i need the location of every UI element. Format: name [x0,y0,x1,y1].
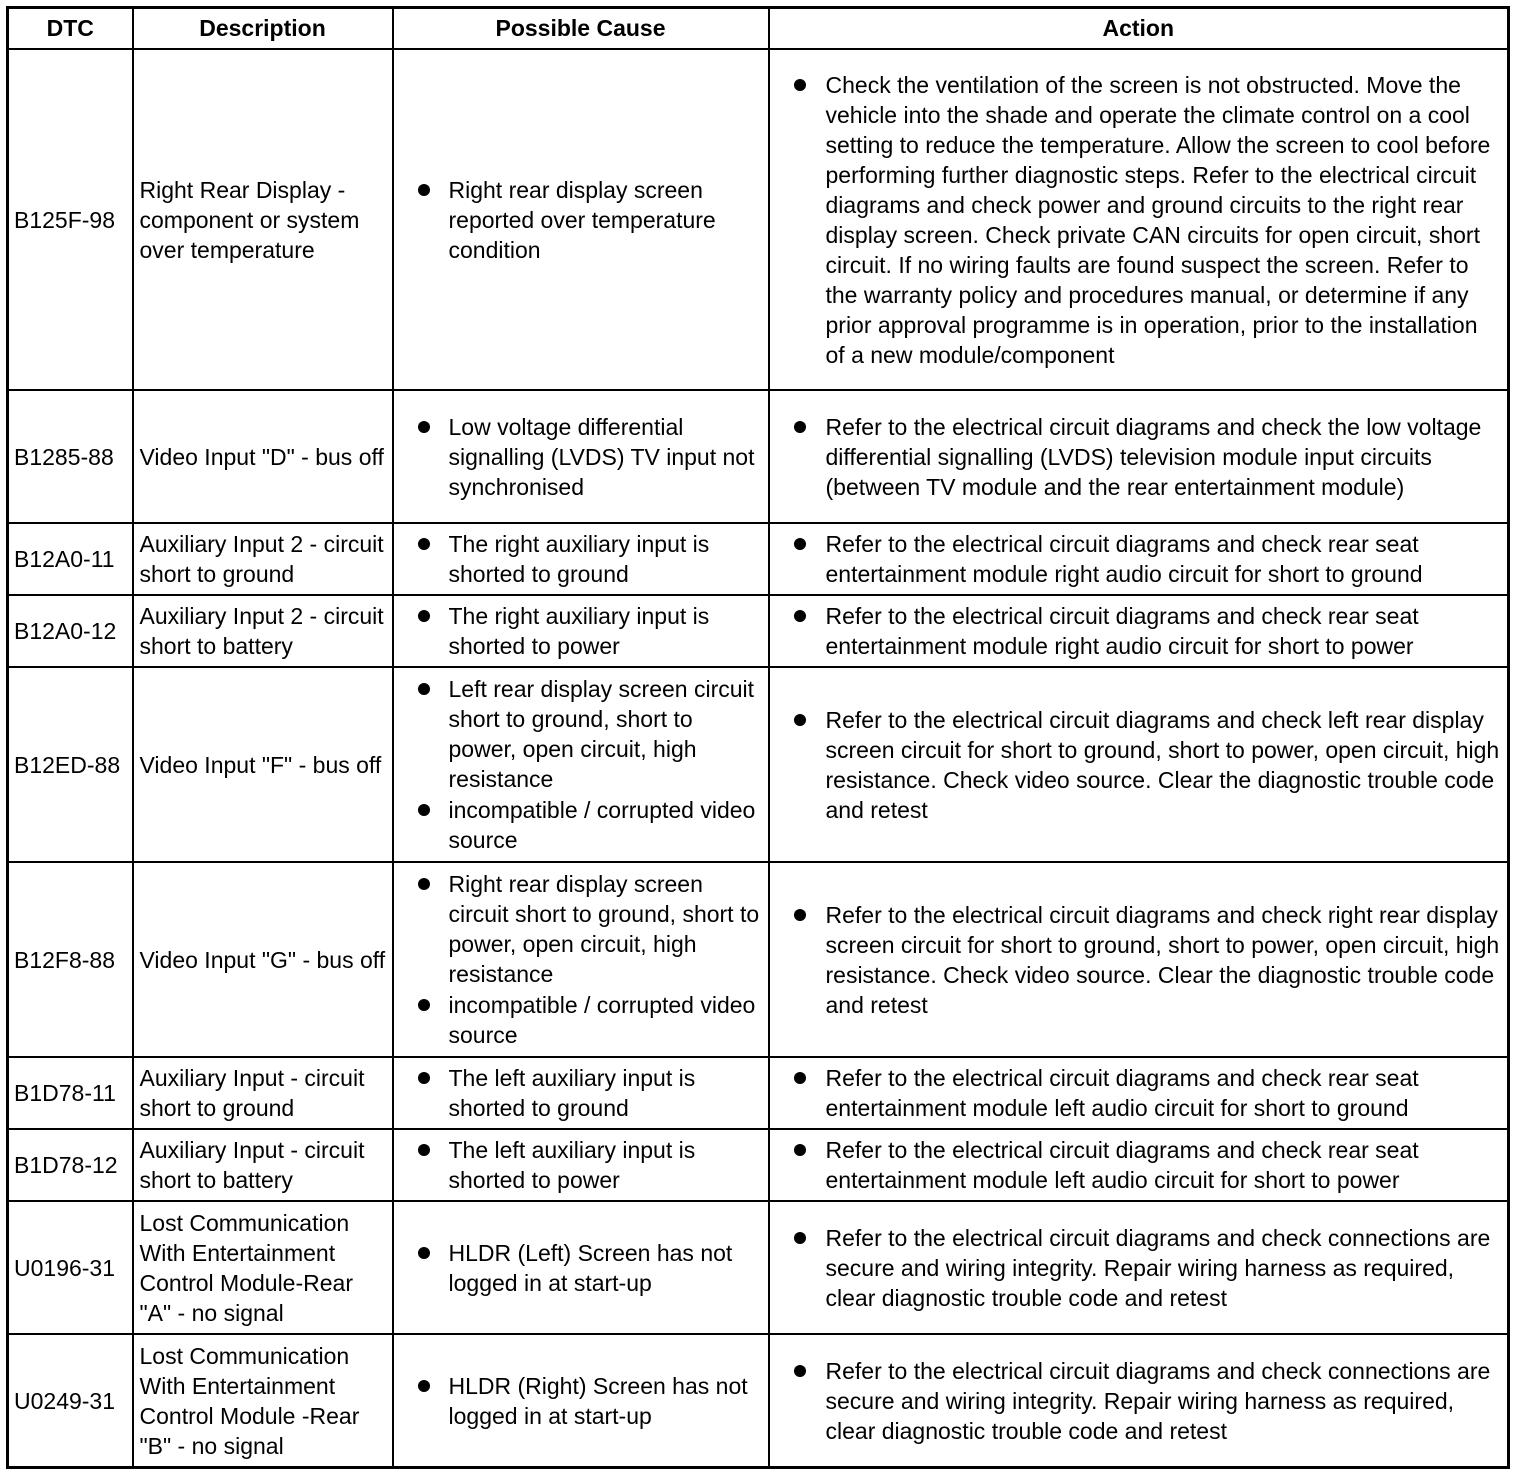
action-cell [769,1334,1509,1467]
action-cell [769,523,1509,595]
dtc-code: B1D78-12 [8,1129,133,1201]
action-item: Refer to the electrical circuit diagrams and check rear seat entertainment module right audio circuit for short to ground [770,529,1502,589]
dtc-code: B12A0-12 [8,595,133,667]
possible-cause-cell [393,1129,769,1201]
possible-cause-list [394,1371,762,1431]
action-cell [769,1057,1509,1129]
action-item: Refer to the electrical circuit diagrams and check connections are secure and wiring integrity. Repair wiring harness as required, clear diagnostic trouble code and retest [770,1356,1502,1446]
action-list [770,412,1502,502]
action-cell [769,667,1509,862]
possible-cause-item: HLDR (Left) Screen has not logged in at start-up [394,1238,762,1298]
action-item: Refer to the electrical circuit diagrams and check left rear display screen circuit for short to ground, short to power, open circuit, high resistance. Check video source. Clear the diagnostic trouble code and retest [770,705,1502,825]
action-item: Refer to the electrical circuit diagrams and check rear seat entertainment module left audio circuit for short to power [770,1135,1502,1195]
dtc-description: Auxiliary Input 2 - circuit short to battery [133,595,393,667]
table-row [8,523,1509,595]
action-list [770,1063,1502,1123]
dtc-description: Auxiliary Input - circuit short to ground [133,1057,393,1129]
dtc-table [6,6,1510,1469]
table-row [8,1201,1509,1334]
header-dtc: DTC [8,8,133,50]
possible-cause-item: HLDR (Right) Screen has not logged in at start-up [394,1371,762,1431]
action-cell [769,1201,1509,1334]
header-description: Description [133,8,393,50]
possible-cause-cell [393,49,769,390]
action-list [770,1223,1502,1313]
dtc-code: B12A0-11 [8,523,133,595]
action-item: Refer to the electrical circuit diagrams and check rear seat entertainment module right audio circuit for short to power [770,601,1502,661]
dtc-description: Video Input "G" - bus off [133,862,393,1057]
action-cell [769,862,1509,1057]
action-list [770,1135,1502,1195]
action-list [770,529,1502,589]
dtc-code: B1D78-11 [8,1057,133,1129]
dtc-description: Lost Communication With Entertainment Control Module -Rear "B" - no signal [133,1334,393,1467]
possible-cause-item: The left auxiliary input is shorted to power [394,1135,762,1195]
possible-cause-list [394,1063,762,1123]
possible-cause-item: The left auxiliary input is shorted to ground [394,1063,762,1123]
possible-cause-list [394,869,762,1050]
table-row [8,49,1509,390]
possible-cause-cell [393,1334,769,1467]
possible-cause-item: The right auxiliary input is shorted to ground [394,529,762,589]
possible-cause-item: Right rear display screen circuit short to ground, short to power, open circuit, high resistance [394,869,762,989]
header-row [8,8,1509,50]
action-cell [769,595,1509,667]
dtc-code: U0196-31 [8,1201,133,1334]
possible-cause-cell [393,1201,769,1334]
table-row [8,667,1509,862]
dtc-code: B12ED-88 [8,667,133,862]
table-row [8,595,1509,667]
dtc-description: Video Input "F" - bus off [133,667,393,862]
dtc-code: B12F8-88 [8,862,133,1057]
action-list [770,705,1502,825]
possible-cause-item: Left rear display screen circuit short to ground, short to power, open circuit, high resistance [394,674,762,794]
action-item: Refer to the electrical circuit diagrams and check right rear display screen circuit for short to ground, short to power, open circuit, high resistance. Check video source. Clear the diagnostic trouble code and retest [770,900,1502,1020]
action-item: Refer to the electrical circuit diagrams and check connections are secure and wiring integrity. Repair wiring harness as required, clear diagnostic trouble code and retest [770,1223,1502,1313]
table-row [8,862,1509,1057]
possible-cause-item: Right rear display screen reported over temperature condition [394,175,762,265]
possible-cause-item: Low voltage differential signalling (LVDS) TV input not synchronised [394,412,762,502]
table-row [8,390,1509,523]
possible-cause-list [394,175,762,265]
action-item: Check the ventilation of the screen is not obstructed. Move the vehicle into the shade and operate the climate control on a cool setting to reduce the temperature. Allow the screen to cool before performing further diagnostic steps. Refer to the electrical circuit diagrams and check power and ground circuits to the right rear display screen. Check private CAN circuits for open circuit, short circuit. If no wiring faults are found suspect the screen. Refer to the warranty policy and procedures manual, or determine if any prior approval programme is in operation, prior to the installation of a new module/component [770,70,1502,370]
dtc-description: Right Rear Display - component or system over temperature [133,49,393,390]
table-body [8,49,1509,1468]
action-list [770,70,1502,370]
action-list [770,900,1502,1020]
action-list [770,1356,1502,1446]
possible-cause-cell [393,1057,769,1129]
possible-cause-item: The right auxiliary input is shorted to power [394,601,762,661]
table-row [8,1057,1509,1129]
possible-cause-list [394,412,762,502]
possible-cause-list [394,529,762,589]
action-cell [769,49,1509,390]
action-item: Refer to the electrical circuit diagrams and check rear seat entertainment module left audio circuit for short to ground [770,1063,1502,1123]
table-header [8,8,1509,50]
header-action: Action [769,8,1509,50]
dtc-code: B1285-88 [8,390,133,523]
table-row [8,1334,1509,1467]
possible-cause-list [394,1238,762,1298]
dtc-description: Video Input "D" - bus off [133,390,393,523]
dtc-code: U0249-31 [8,1334,133,1467]
dtc-description: Auxiliary Input - circuit short to battery [133,1129,393,1201]
possible-cause-cell [393,390,769,523]
possible-cause-cell [393,523,769,595]
possible-cause-cell [393,595,769,667]
action-item: Refer to the electrical circuit diagrams and check the low voltage differential signalling (LVDS) television module input circuits (between TV module and the rear entertainment module) [770,412,1502,502]
action-cell [769,390,1509,523]
possible-cause-item: incompatible / corrupted video source [394,795,762,855]
possible-cause-list [394,601,762,661]
possible-cause-cell [393,862,769,1057]
action-list [770,601,1502,661]
dtc-code: B125F-98 [8,49,133,390]
table-row [8,1129,1509,1201]
dtc-description: Auxiliary Input 2 - circuit short to ground [133,523,393,595]
possible-cause-cell [393,667,769,862]
possible-cause-item: incompatible / corrupted video source [394,990,762,1050]
dtc-description: Lost Communication With Entertainment Control Module-Rear "A" - no signal [133,1201,393,1334]
action-cell [769,1129,1509,1201]
header-possible-cause: Possible Cause [393,8,769,50]
possible-cause-list [394,1135,762,1195]
possible-cause-list [394,674,762,855]
